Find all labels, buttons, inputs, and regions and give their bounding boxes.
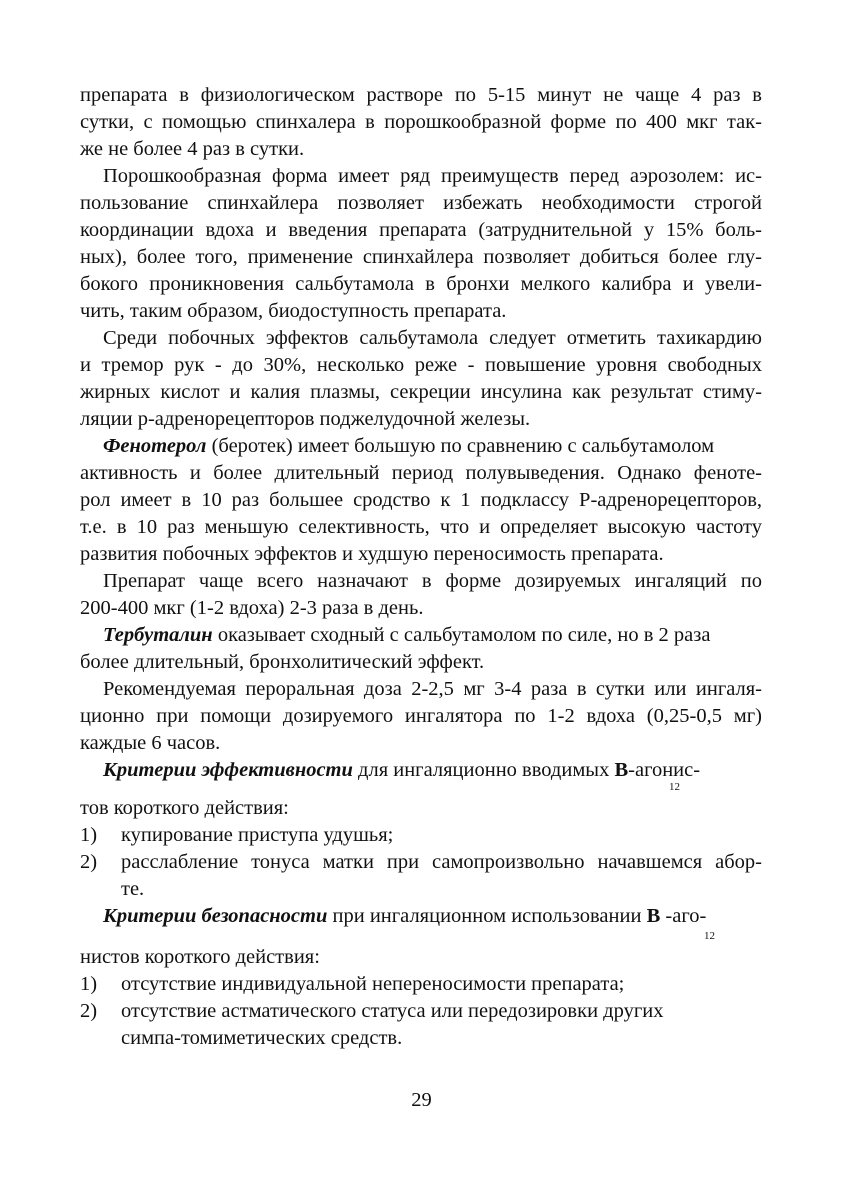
- text-line: жирных кислот и калия плазмы, секреции инсулина как результат стиму-: [80, 381, 762, 403]
- text-line: [103, 433, 714, 460]
- text-line: более длительный, бронхолитический эффект.: [80, 651, 485, 673]
- text-line: [103, 757, 700, 784]
- text-line: активность и более длительный период полувыведения. Однако феноте-: [80, 462, 762, 484]
- beta-letter: В: [646, 905, 661, 927]
- text-line: 200-400 мкг (1-2 вдоха) 2-3 раза в день.: [80, 597, 424, 619]
- text-line: Рекомендуемая пероральная доза 2-2,5 мг 3-4 раза в сутки или ингаля-: [103, 678, 762, 700]
- text-line: развития побочных эффектов и худшую переносимость препарата.: [80, 543, 664, 565]
- list-item-text: расслабление тонуса матки при самопроизвольно начавшемся абор-: [121, 851, 762, 873]
- text-line: [103, 903, 706, 930]
- list-item-text: купирование приступа удушья;: [121, 824, 394, 846]
- text-line: и тремор рук - до 30%, несколько реже - повышение уровня свободных: [80, 354, 762, 376]
- text-span: оказывает сходный с сальбутамолом по силе, но в 2 раза: [212, 624, 711, 646]
- text-line: Среди побочных эффектов сальбутамола следует отметить тахикардию: [103, 327, 762, 349]
- text-line: нистов короткого действия:: [80, 946, 320, 968]
- list-number: 1): [80, 973, 98, 995]
- text-span: -агонис-: [628, 759, 701, 781]
- text-line: каждые 6 часов.: [80, 732, 221, 754]
- text-line: препарата в физиологическом растворе по 5-15 минут не чаще 4 раз в: [80, 84, 762, 106]
- text-line: сутки, с помощью спинхалера в порошкообразной форме по 400 мкг так-: [80, 111, 762, 133]
- list-item-text: те.: [121, 878, 145, 900]
- text-span: -аго-: [660, 905, 707, 927]
- text-line: пользование спинхайлера позволяет избежать необходимости строгой: [80, 192, 762, 214]
- list-item-text: отсутствие индивидуальной непереносимости препарата;: [121, 973, 625, 995]
- subscript-12: 12: [669, 781, 680, 793]
- page-number: 29: [411, 1089, 432, 1111]
- text-line: тов короткого действия:: [80, 797, 289, 819]
- text-line: ционно при помощи дозируемого ингалятора по 1-2 вдоха (0,25-0,5 мг): [80, 705, 762, 727]
- text-line: чить, таким образом, биодоступность препарата.: [80, 300, 507, 322]
- text-line: рол имеет в 10 раз большее сродство к 1 подклассу Р-адренорецепторов,: [80, 489, 762, 511]
- list-number: 1): [80, 824, 98, 846]
- drug-name-fenoterol: Фенотерол: [103, 435, 207, 457]
- text-line: т.е. в 10 раз меньшую селективность, что и определяет высокую частоту: [80, 516, 762, 538]
- list-number: 2): [80, 1000, 98, 1022]
- text-span: (беротек) имеет большую по сравнению с сальбутамолом: [206, 435, 715, 457]
- beta-letter: В: [614, 759, 629, 781]
- subscript-12: 12: [704, 930, 715, 942]
- text-line: ных), более того, применение спинхайлера позволяет добиться более глу-: [80, 246, 762, 268]
- text-span: для ингаляционно вводимых: [352, 759, 615, 781]
- text-line: же не более 4 раз в сутки.: [80, 138, 305, 160]
- text-line: Порошкообразная форма имеет ряд преимуществ перед аэрозолем: ис-: [103, 165, 762, 187]
- text-line: координации вдоха и введения препарата (затруднительной у 15% боль-: [80, 219, 762, 241]
- criteria-efficacy-heading: Критерии эффективности: [103, 759, 353, 781]
- list-number: 2): [80, 851, 98, 873]
- text-line: Препарат чаще всего назначают в форме дозируемых ингаляций по: [103, 570, 762, 592]
- drug-name-terbutaline: Тербуталин: [103, 624, 213, 646]
- text-span: при ингаляционном использовании: [327, 905, 647, 927]
- list-item-text: симпа-томиметических средств.: [121, 1027, 403, 1049]
- list-item-text: отсутствие астматического статуса или передозировки других: [121, 1000, 664, 1022]
- text-line: ляции р-адренорецепторов поджелудочной железы.: [80, 408, 531, 430]
- text-line: [103, 622, 710, 649]
- criteria-safety-heading: Критерии безопасности: [103, 905, 328, 927]
- text-line: бокого проникновения сальбутамола в бронхи мелкого калибра и увели-: [80, 273, 762, 295]
